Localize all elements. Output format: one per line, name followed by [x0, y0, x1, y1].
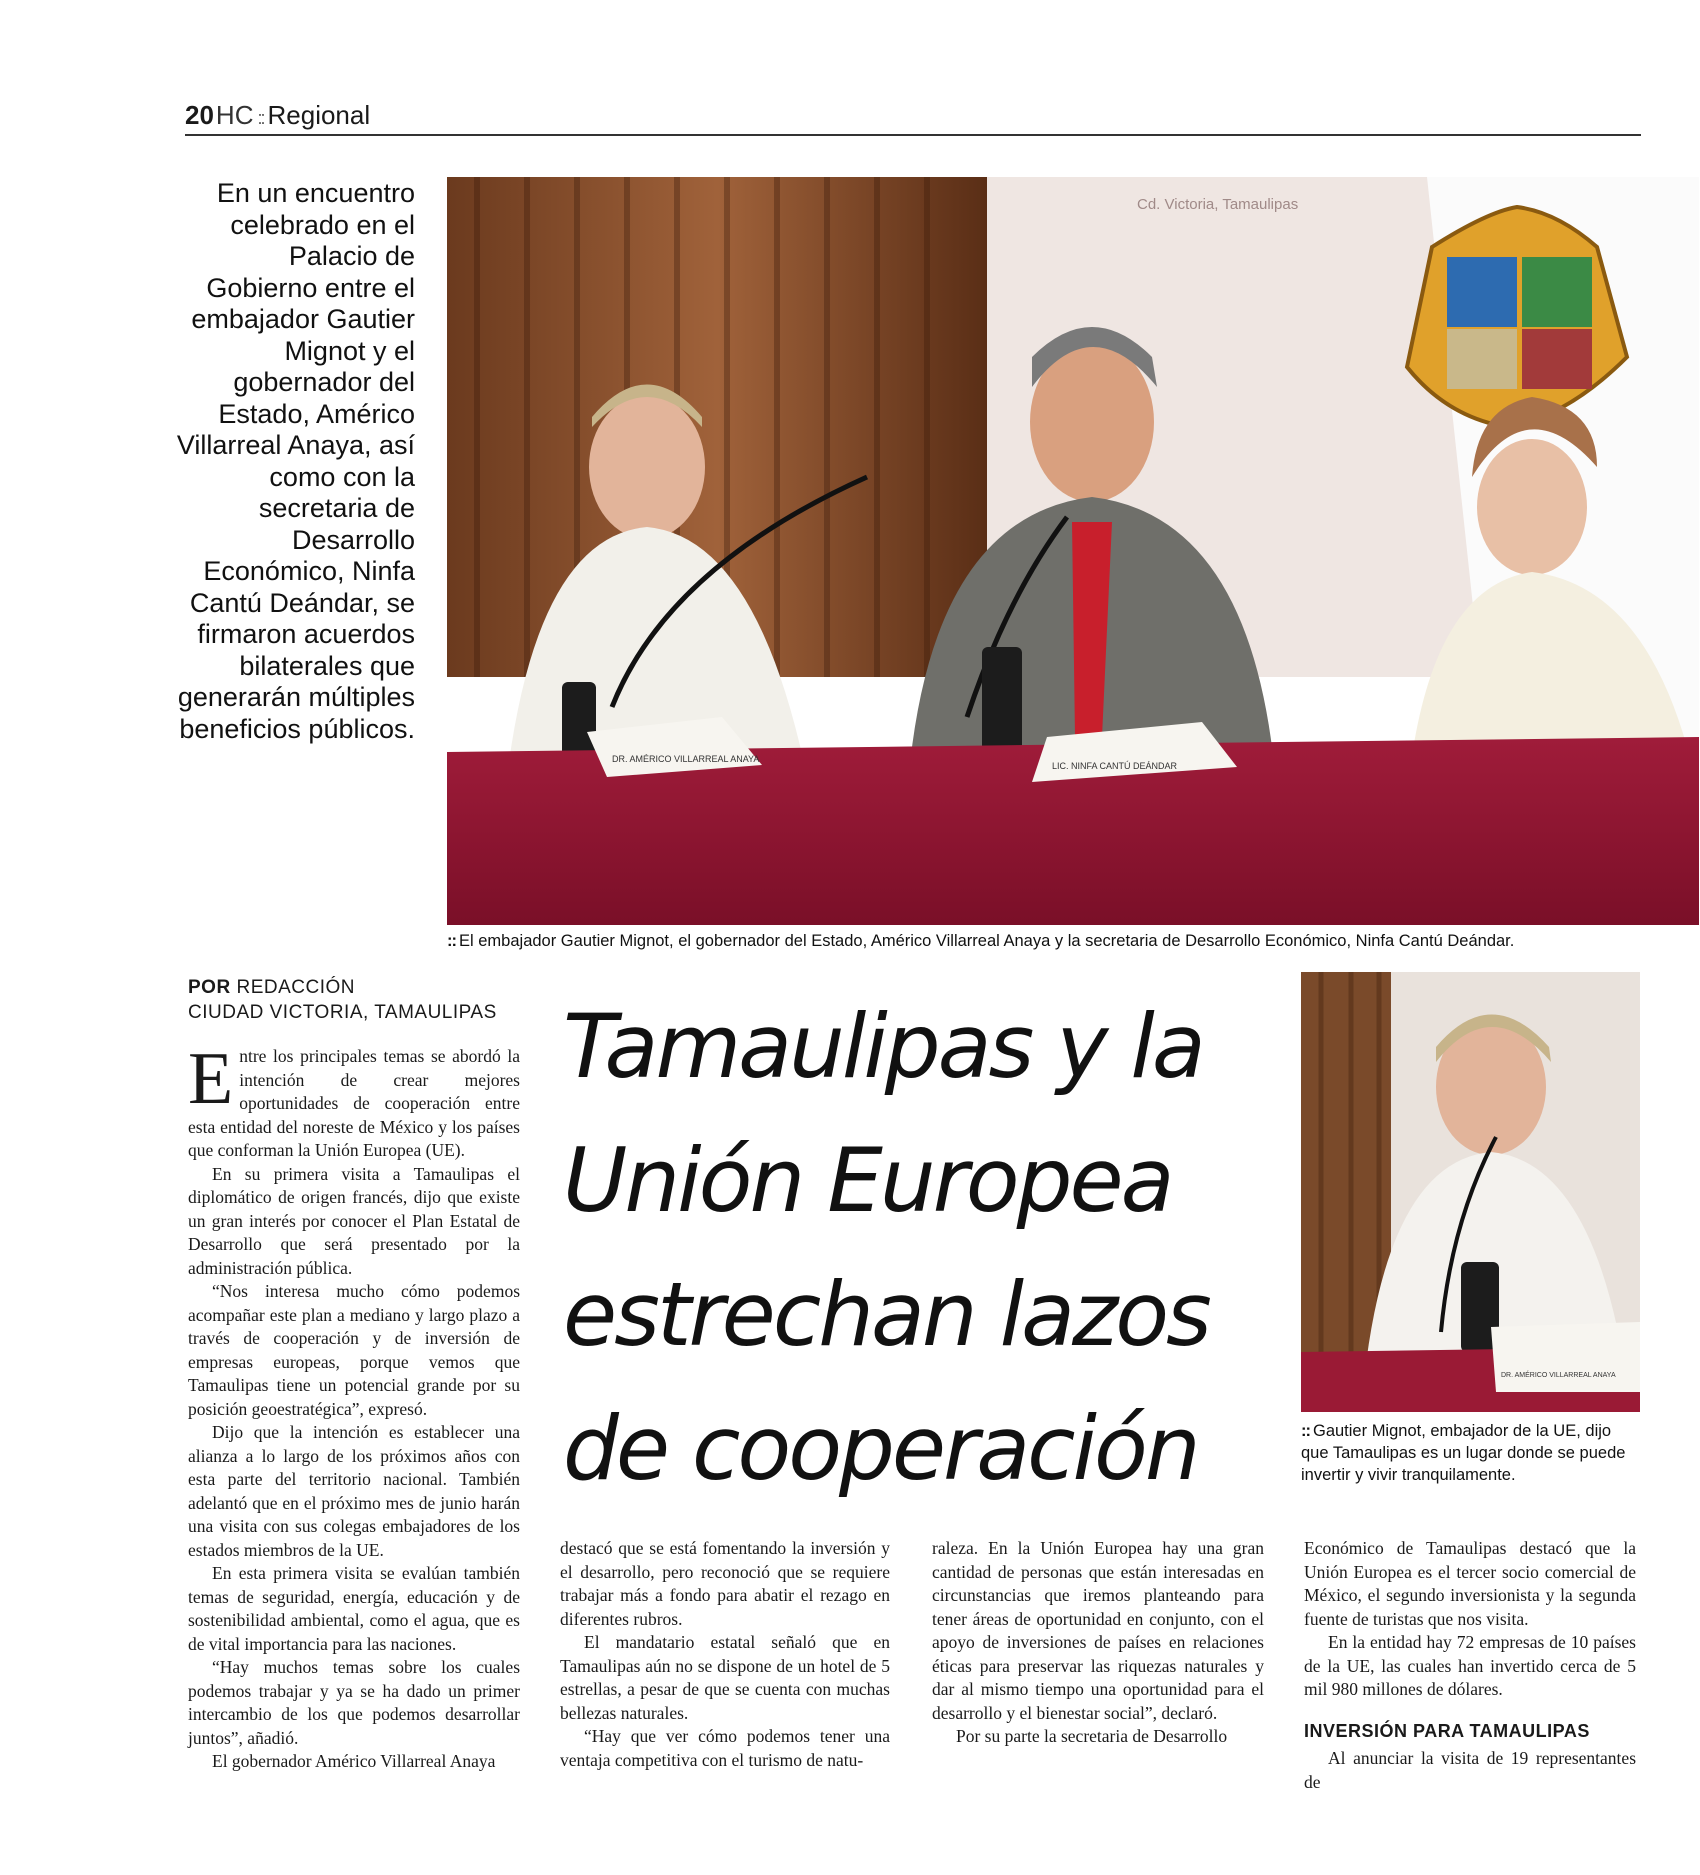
headline-line: estrechan lazos	[563, 1263, 1209, 1366]
paragraph: “Hay muchos temas sobre los cuales podemos trabajar y ya se ha dado un primer intercambio de los que podemos desarrollar juntos”, añadió.	[188, 1657, 520, 1748]
paragraph: Entre los principales temas se abordó la intención de crear mejores oportunidades de cooperación entre esta entidad del noreste de México y los países que conforman la Unión Europea (UE).	[188, 1038, 520, 1160]
byline-location: CIUDAD VICTORIA, TAMAULIPAS	[188, 1002, 497, 1023]
paragraph: raleza. En la Unión Europea hay una gran cantidad de personas que están interesadas en circunstancias que iremos planteando para tener áreas de oportunidad en conjunto, con el apoyo de inversiones de países en relaciones éticas para preservar las riquezas naturales y dar al mismo tiempo una oportunidad para el desarrollo y el bienestar social”, declaró.	[932, 1538, 1264, 1723]
side-photo	[1301, 972, 1640, 1412]
svg-text:LIC. NINFA CANTÚ DEÁNDAR: LIC. NINFA CANTÚ DEÁNDAR	[1052, 761, 1178, 771]
paragraph: Dijo que la intención es establecer una alianza a lo largo de los próximos años con esta parte del territorio nacional. También adelantó que en el próximo mes de junio harán una visita con sus colegas embajadores de los estados miembros de la UE.	[188, 1422, 520, 1560]
body-column-3	[932, 1537, 1264, 1749]
main-photo	[447, 177, 1699, 925]
subhead: INVERSIÓN PARA TAMAULIPAS	[1304, 1720, 1590, 1741]
byline	[188, 975, 508, 1025]
body-column-4	[1304, 1537, 1636, 1794]
page-number: 20	[185, 100, 214, 130]
paragraph: El gobernador Américo Villarreal Anaya	[212, 1751, 496, 1771]
paragraph: En la entidad hay 72 empresas de 10 países de la UE, las cuales han invertido cerca de 5 mil 980 millones de dólares.	[1304, 1632, 1636, 1699]
side-photo-caption	[1301, 1420, 1639, 1486]
body-column-1	[188, 1038, 520, 1774]
byline-author: REDACCIÓN	[236, 977, 355, 998]
paragraph: El mandatario estatal señaló que en Tamaulipas aún no se dispone de un hotel de 5 estrellas, a pesar de que se cuenta con muchas bellezas naturales.	[560, 1632, 890, 1723]
publication-name: HC	[215, 100, 254, 130]
caption-mark: ::	[447, 932, 456, 950]
body-column-2	[560, 1537, 890, 1772]
paragraph: destacó que se está fomentando la inversión y el desarrollo, pero reconoció que se requiere trabajar más a fondo para abatir el rezago en diferentes rubros.	[560, 1538, 890, 1629]
section-name: Regional	[267, 100, 371, 130]
backdrop-text: Cd. Victoria, Tamaulipas	[1137, 196, 1299, 213]
paragraph: “Hay que ver cómo podemos tener una ventaja competitiva con el turismo de natu-	[560, 1726, 890, 1770]
svg-text:DR. AMÉRICO VILLARREAL ANAYA: DR. AMÉRICO VILLARREAL ANAYA	[1501, 1372, 1616, 1379]
folio-separator: ::	[257, 108, 264, 128]
main-photo-caption	[447, 930, 1699, 952]
headline	[563, 980, 1303, 1516]
side-nameplate	[1491, 1322, 1640, 1392]
paragraph: En esta primera visita se evalúan también temas de seguridad, energía, educación y de sostenibilidad ambiental, como el agua, que es de vital importancia para las naciones.	[188, 1563, 520, 1654]
headline-line: de cooperación	[563, 1397, 1198, 1500]
caption-text: El embajador Gautier Mignot, el gobernador del Estado, Américo Villarreal Anaya y la secretaria de Desarrollo Económico, Ninfa Cantú Deándar.	[459, 932, 1515, 950]
caption-text: Gautier Mignot, embajador de la UE, dijo que Tamaulipas es un lugar donde se puede invertir y vivir tranquilamente.	[1301, 1422, 1626, 1484]
paragraph: “Nos interesa mucho cómo podemos acompañar este plan a mediano y largo plazo a través de cooperación y de inversión de empresas europeas, porque vemos que Tamaulipas tiene un potencial grande por su posición geoestratégica”, expresó.	[188, 1281, 520, 1419]
byline-por: POR	[188, 977, 231, 998]
intro-text: En un encuentro celebrado en el Palacio de Gobierno entre el embajador Gautier Mignot y el gobernador del Estado, Américo Villarreal Anaya, así como con la secretaria de Desarrollo Económico, Ninfa Cantú Deándar, se firmaron acuerdos bilaterales que generarán múltiples beneficios públicos.	[176, 178, 415, 744]
headline-line: Unión Europea	[563, 1129, 1172, 1232]
paragraph: Por su parte la secretaria de Desarrollo	[956, 1726, 1228, 1746]
caption-mark: ::	[1301, 1422, 1310, 1440]
svg-text:DR. AMÉRICO VILLARREAL ANAYA: DR. AMÉRICO VILLARREAL ANAYA	[612, 754, 760, 764]
paragraph: En su primera visita a Tamaulipas el diplomático de origen francés, dijo que existe un gran interés por conocer el Plan Estatal de Desarrollo que será presentado por la administración pública.	[188, 1163, 520, 1278]
page-folio	[185, 100, 1641, 136]
drop-cap: E	[188, 1038, 234, 1120]
paragraph: Al anunciar la visita de 19 representantes de	[1304, 1748, 1636, 1792]
paragraph: Económico de Tamaulipas destacó que la Unión Europea es el tercer socio comercial de México, el segundo inversionista y la segunda fuente de turistas que nos visita.	[1304, 1538, 1636, 1629]
headline-line: Tamaulipas y la	[563, 995, 1203, 1098]
